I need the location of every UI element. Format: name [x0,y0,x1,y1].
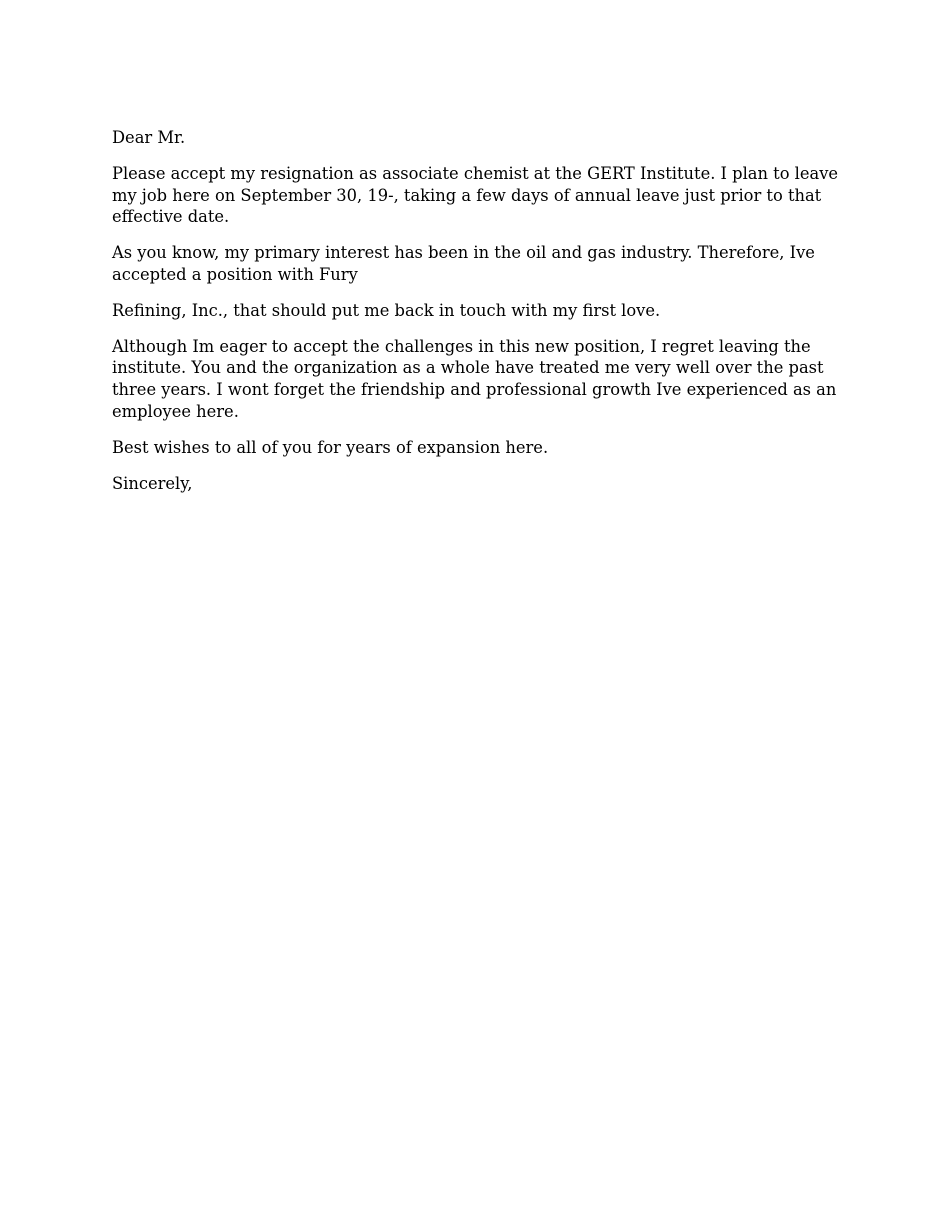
paragraph-refining: Refining, Inc., that should put me back in touch with my first love. [112,300,661,320]
closing: Sincerely, [112,473,193,493]
letter-body [112,127,842,508]
salutation: Dear Mr. [112,128,186,147]
paragraph-gratitude: Although Im eager to accept the challenges in this new position, I regret leaving the institute. You and the organization as a whole have treated me very well over the past three years. I wont forget the friendship and professional growth Ive experienced as an employee here. [112,336,837,421]
paragraph-best-wishes: Best wishes to all of you for years of expansion here. [112,437,549,457]
paragraph-resignation: Please accept my resignation as associate chemist at the GERT Institute. I plan to leave my job here on September 30, 19-, taking a few days of annual leave just prior to that effective date. [112,163,839,227]
paragraph-interest: As you know, my primary interest has been in the oil and gas industry. Therefore, Ive accepted a position with Fury [112,243,815,284]
